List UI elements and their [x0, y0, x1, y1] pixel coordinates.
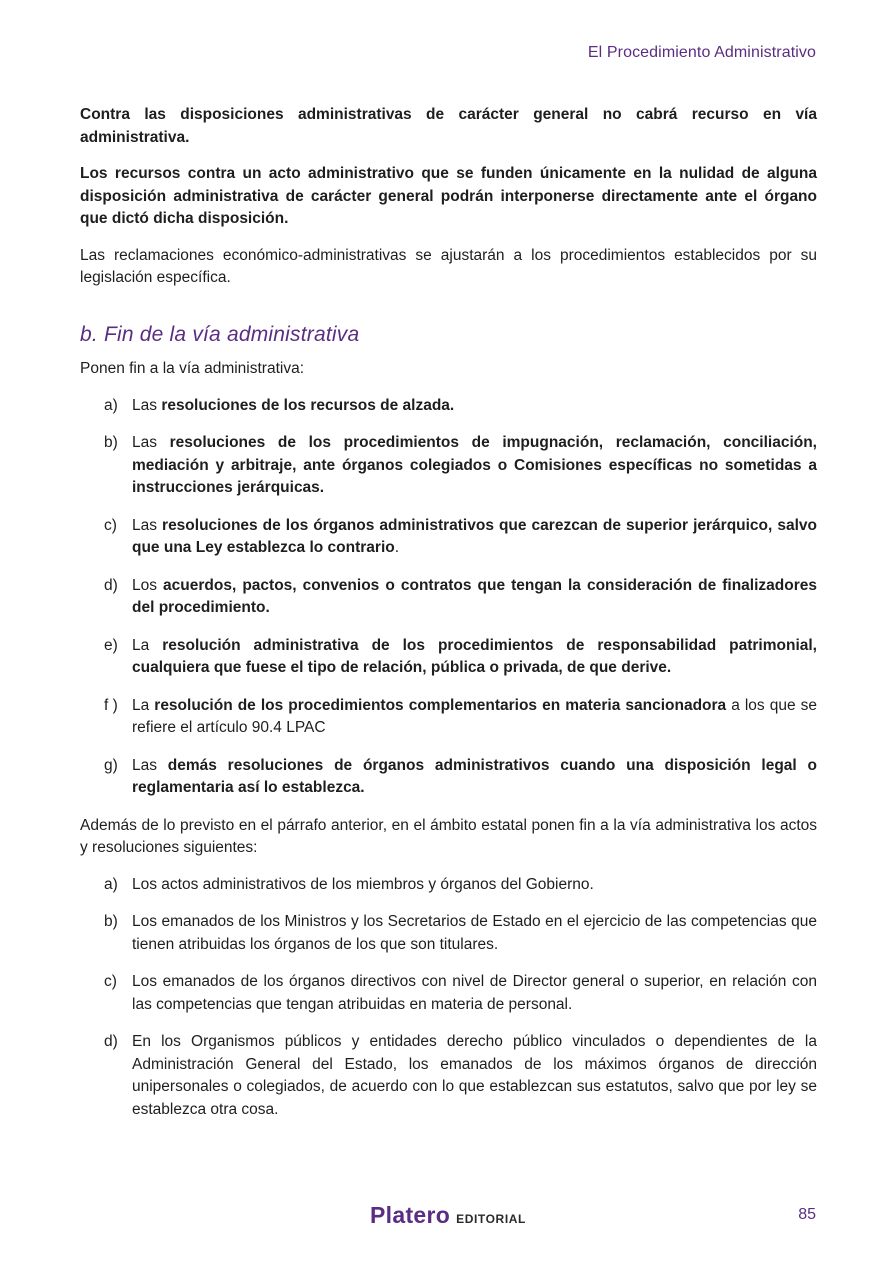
- list-marker: g): [104, 756, 118, 774]
- brand-subtitle: EDITORIAL: [456, 1212, 526, 1226]
- list-item: [80, 575, 817, 620]
- item-bold: acuerdos, pactos, convenios o contratos que tengan la consideración de finalizadores del procedimiento.: [132, 576, 817, 616]
- state-paragraph: Además de lo previsto en el párrafo anterior, en el ámbito estatal ponen fin a la vía administrativa los actos y resoluciones siguientes:: [80, 816, 817, 856]
- item-text: Los emanados de los órganos directivos con nivel de Director general o superior, en relación con las competencias que tengan atribuidas en materia de personal.: [132, 973, 817, 1013]
- list-marker: b): [104, 434, 118, 451]
- brand-name: Platero: [370, 1202, 451, 1228]
- item-bold: resoluciones de los procedimientos de impugnación, reclamación, conciliación, mediación y arbitraje, ante órganos colegiados o Comisiones específicas no sometidas a instrucciones jerárquicas.: [132, 434, 817, 496]
- list-marker: b): [104, 913, 118, 930]
- list-item: [80, 755, 817, 800]
- fin-via-list: [80, 395, 817, 800]
- publisher-logo: [0, 1202, 896, 1229]
- item-pre: Los: [132, 576, 164, 594]
- item-bold: resoluciones de los recursos de alzada.: [161, 396, 455, 414]
- item-bold: resolución de los procedimientos complementarios en materia sancionadora: [154, 696, 727, 714]
- intro-paragraph-2: Los recursos contra un acto administrativo que se funden únicamente en la nulidad de alguna disposición administrativa de carácter general podrán interponerse directamente ante el órgano que dictó dicha disposición.: [80, 165, 817, 227]
- running-header: El Procedimiento Administrativo: [587, 44, 816, 61]
- section-lead: Ponen fin a la vía administrativa:: [80, 360, 305, 377]
- list-item: [80, 635, 817, 680]
- item-pre: Las: [132, 396, 162, 414]
- list-marker: d): [104, 1033, 118, 1050]
- list-item: [80, 874, 817, 897]
- list-item: [80, 432, 817, 500]
- list-marker: f ): [104, 696, 118, 714]
- item-pre: La: [132, 636, 163, 654]
- item-text: Los emanados de los Ministros y los Secretarios de Estado en el ejercicio de las competencias que tienen atribuidas los órganos de los que son titulares.: [132, 913, 817, 953]
- list-marker: a): [104, 875, 118, 893]
- list-marker: c): [104, 516, 117, 534]
- list-item: [80, 1031, 817, 1121]
- item-bold: resolución administrativa de los procedimientos de responsabilidad patrimonial, cualquiera que fuese el tipo de relación, pública o privada, de que derive.: [132, 636, 817, 676]
- list-marker: d): [104, 576, 118, 594]
- item-text: Los actos administrativos de los miembros y órganos del Gobierno.: [132, 875, 594, 893]
- item-post: a los que se refiere el artículo 90.4 LPAC: [132, 696, 817, 736]
- list-marker: a): [104, 396, 118, 414]
- list-item: [80, 515, 817, 560]
- item-post: .: [394, 539, 400, 556]
- list-marker: c): [104, 973, 117, 990]
- item-pre: La: [132, 696, 155, 714]
- page-body: [80, 104, 817, 1136]
- item-pre: Las: [132, 516, 163, 534]
- item-bold: resoluciones de los órganos administrativos que carezcan de superior jerárquico, salvo que una Ley establezca lo contrario: [132, 516, 817, 556]
- intro-paragraph-3: Las reclamaciones económico-administrativas se ajustarán a los procedimientos establecidos por su legislación específica.: [80, 246, 817, 286]
- item-pre: Las: [132, 434, 170, 451]
- list-item: [80, 971, 817, 1016]
- list-item: [80, 395, 817, 418]
- section-heading: b. Fin de la vía administrativa: [80, 322, 360, 346]
- state-list: [80, 874, 817, 1122]
- list-item: [80, 695, 817, 740]
- page-number: 85: [798, 1206, 816, 1223]
- item-text: En los Organismos públicos y entidades derecho público vinculados o dependientes de la Administración General del Estado, los emanados de los máximos órganos de dirección unipersonales o colegiados, de acuerdo con lo que establezcan sus estatutos, salvo que por ley se establezca otra cosa.: [132, 1033, 817, 1118]
- item-pre: Las: [132, 756, 168, 774]
- item-bold: demás resoluciones de órganos administrativos cuando una disposición legal o reglamentaria así lo establezca.: [132, 756, 817, 796]
- list-marker: e): [104, 636, 118, 654]
- list-item: [80, 911, 817, 956]
- intro-paragraph-1: Contra las disposiciones administrativas de carácter general no cabrá recurso en vía administrativa.: [80, 106, 817, 146]
